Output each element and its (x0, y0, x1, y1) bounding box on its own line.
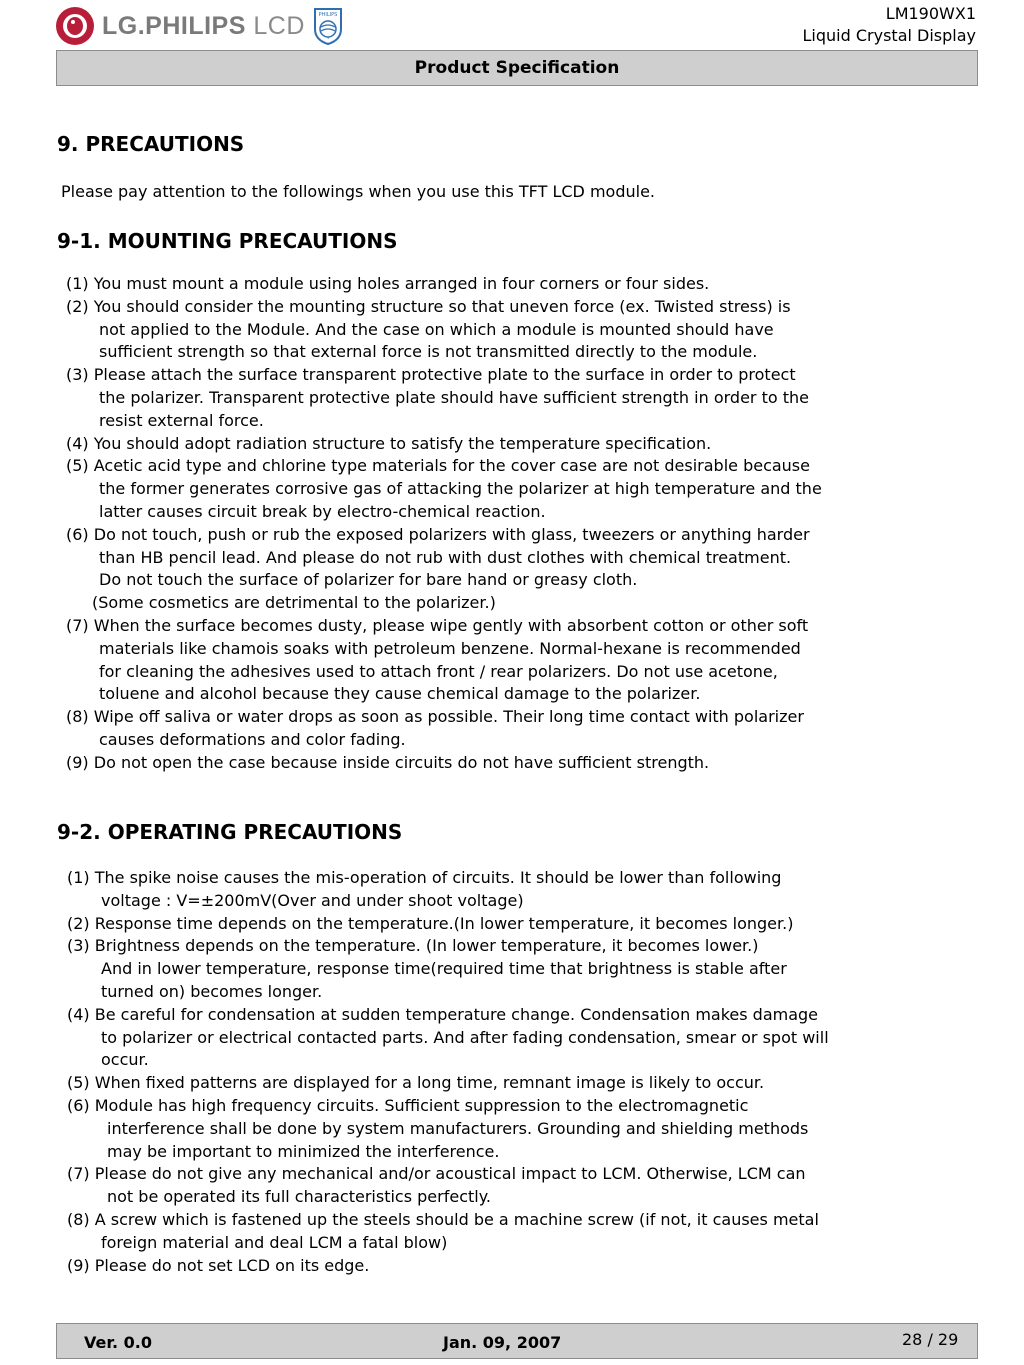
philips-shield-icon (313, 7, 343, 45)
logo-wordmark: LG.PHILIPS LCD (102, 11, 305, 40)
model-number: LM190WX1 (885, 4, 976, 23)
list-item: (7) When the surface becomes dusty, please wipe gently with absorbent cotton or other soft (66, 615, 809, 635)
list-item: (9) Do not open the case because inside circuits do not have sufficient strength. (66, 752, 710, 772)
list-item-continuation: the former generates corrosive gas of attacking the polarizer at high temperature and the (99, 479, 822, 499)
list-item: (6) Do not touch, push or rub the exposed polarizers with glass, tweezers or anything harder (66, 524, 810, 544)
page-number: 28 / 29 (902, 1330, 959, 1349)
list-item-continuation: the polarizer. Transparent protective plate should have sufficient strength in order to the (99, 387, 809, 407)
list-item: (9) Please do not set LCD on its edge. (67, 1255, 370, 1275)
list-item: (5) Acetic acid type and chlorine type materials for the cover case are not desirable because (66, 456, 810, 476)
list-item: (7) Please do not give any mechanical and/or acoustical impact to LCM. Otherwise, LCM can (67, 1164, 806, 1184)
operating-list (67, 867, 987, 1277)
footer-date: Jan. 09, 2007 (443, 1333, 562, 1352)
list-item: (4) Be careful for condensation at sudden temperature change. Condensation makes damage (67, 1004, 819, 1024)
list-item: (8) A screw which is fastened up the steels should be a machine screw (if not, it causes metal (67, 1209, 819, 1229)
list-item-continuation: turned on) becomes longer. (101, 981, 323, 1001)
list-item-continuation: may be important to minimized the interference. (107, 1141, 500, 1161)
mounting-list (66, 273, 986, 775)
list-item: (2) You should consider the mounting structure so that uneven force (ex. Twisted stress) is (66, 296, 791, 316)
list-item-continuation: latter causes circuit break by electro-chemical reaction. (99, 501, 546, 521)
list-item: (4) You should adopt radiation structure to satisfy the temperature specification. (66, 433, 712, 453)
section-intro: Please pay attention to the followings when you use this TFT LCD module. (61, 182, 655, 201)
list-item-continuation: not be operated its full characteristics perfectly. (107, 1187, 491, 1207)
footer-version: Ver. 0.0 (84, 1333, 152, 1352)
company-logo (56, 4, 343, 48)
list-item-continuation: toluene and alcohol because they cause chemical damage to the polarizer. (99, 684, 701, 704)
list-item-continuation: interference shall be done by system manufacturers. Grounding and shielding methods (107, 1118, 809, 1138)
list-item: (1) You must mount a module using holes arranged in four corners or four sides. (66, 274, 710, 293)
product-type: Liquid Crystal Display (802, 26, 976, 45)
operating-title: 9-2. OPERATING PRECAUTIONS (57, 820, 403, 844)
list-item-continuation: voltage : V=±200mV(Over and under shoot voltage) (101, 890, 524, 910)
list-item: (1) The spike noise causes the mis-operation of circuits. It should be lower than following (67, 868, 782, 887)
svg-text:PHILIPS: PHILIPS (318, 12, 338, 18)
list-item-continuation: And in lower temperature, response time(required time that brightness is stable after (101, 959, 787, 979)
list-item: (2) Response time depends on the temperature.(In lower temperature, it becomes longer.) (67, 913, 794, 933)
list-item-continuation: (Some cosmetics are detrimental to the polarizer.) (92, 593, 496, 613)
list-item-continuation: sufficient strength so that external force is not transmitted directly to the module. (99, 342, 758, 362)
list-item-continuation: causes deformations and color fading. (99, 729, 406, 749)
doc-title: Product Specification (414, 58, 620, 78)
list-item-continuation: to polarizer or electrical contacted parts. And after fading condensation, smear or spot will (101, 1027, 829, 1047)
list-item-continuation: foreign material and deal LCM a fatal blow) (101, 1232, 448, 1252)
section-title: 9. PRECAUTIONS (57, 132, 245, 156)
list-item-continuation: resist external force. (99, 410, 264, 430)
list-item-continuation: materials like chamois soaks with petroleum benzene. Normal-hexane is recommended (99, 638, 801, 658)
list-item: (3) Please attach the surface transparent protective plate to the surface in order to protect (66, 365, 796, 385)
lg-face-icon (56, 7, 94, 45)
list-item: (6) Module has high frequency circuits. Sufficient suppression to the electromagnetic (67, 1095, 749, 1115)
list-item-continuation: than HB pencil lead. And please do not rub with dust clothes with chemical treatment. (99, 547, 792, 567)
list-item: (5) When fixed patterns are displayed for a long time, remnant image is likely to occur. (67, 1073, 765, 1093)
list-item-continuation: not applied to the Module. And the case on which a module is mounted should have (99, 319, 774, 339)
list-item: (3) Brightness depends on the temperature. (In lower temperature, it becomes lower.) (67, 936, 759, 956)
list-item-continuation: Do not touch the surface of polarizer for bare hand or greasy cloth. (99, 570, 638, 590)
list-item: (8) Wipe off saliva or water drops as soon as possible. Their long time contact with polarizer (66, 707, 804, 727)
list-item-continuation: occur. (101, 1050, 149, 1070)
doc-title-bar (56, 50, 978, 86)
list-item-continuation: for cleaning the adhesives used to attach front / rear polarizers. Do not use acetone, (99, 661, 778, 681)
mounting-title: 9-1. MOUNTING PRECAUTIONS (57, 229, 398, 253)
